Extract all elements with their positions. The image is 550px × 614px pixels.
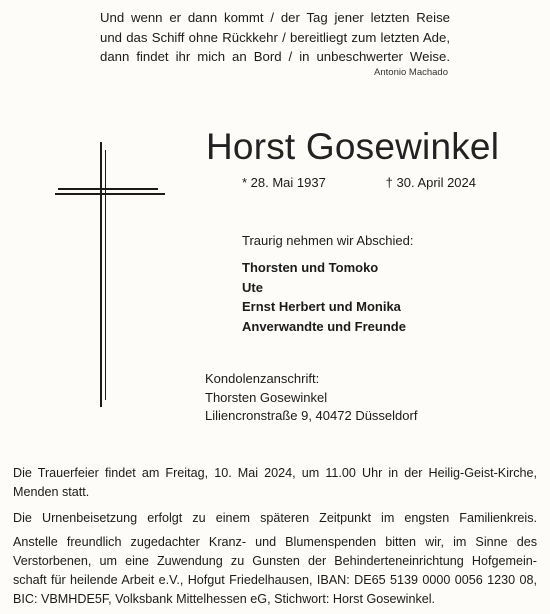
condolence-label: Kondolenzanschrift: — [205, 371, 320, 386]
mourner-name: Ernst Herbert und Monika — [242, 299, 401, 314]
paragraph-line: schaft für heilende Arbeit e.V., Hofgut Friedelhausen, IBAN: DE65 5139 0000 0056 1230 08, — [13, 573, 537, 587]
poem-line: dann findet ihr mich an Bord / in unbeschwerter Weise. — [100, 49, 450, 64]
donation-paragraph — [13, 533, 537, 609]
paragraph-line: Menden statt. — [13, 485, 90, 499]
mourner-name: Thorsten und Tomoko — [242, 260, 379, 275]
death-date: † 30. April 2024 — [385, 175, 476, 190]
paragraph-line: Anstelle freundlich zugedachter Kranz- und Blumenspenden bitten wir, im Sinne des — [13, 535, 537, 549]
paragraph-line: Die Trauerfeier findet am Freitag, 10. Mai 2024, um 11.00 Uhr in der Heilig-Geist-Kirche, — [13, 466, 537, 480]
condolence-street: Liliencronstraße 9, 40472 Düsseldorf — [205, 408, 418, 423]
mourner-name: Ute — [242, 279, 263, 295]
paragraph-line: Verstorbenen, um eine Zuwendung zu Gunsten der Behinderteneinrichtung Hofgemein- — [13, 554, 537, 568]
poem-author: Antonio Machado — [374, 67, 448, 78]
condolence-address — [205, 370, 417, 426]
poem-line: Und wenn er dann kommt / der Tag jener letzten Reise — [100, 10, 450, 25]
cross-icon — [55, 142, 165, 407]
paragraph-line: Die Urnenbeisetzung erfolgt zu einem späteren Zeitpunkt im engsten Familienkreis. — [13, 511, 537, 525]
poem — [100, 8, 450, 67]
condolence-name: Thorsten Gosewinkel — [205, 389, 328, 405]
funeral-paragraph — [13, 464, 537, 502]
paragraph-line: BIC: VBMHDE5F, Volksbank Mittelhessen eG, Stichwort: Horst Gosewinkel. — [13, 592, 436, 606]
poem-line: und das Schiff ohne Rückkehr / bereitliegt zum letzten Ade, — [100, 29, 450, 45]
birth-date: * 28. Mai 1937 — [242, 175, 326, 190]
mourners-list — [242, 258, 406, 336]
urn-paragraph — [13, 509, 537, 528]
farewell-text: Traurig nehmen wir Abschied: — [242, 233, 414, 248]
mourner-name: Anverwandte und Freunde — [242, 318, 406, 334]
deceased-name: Horst Gosewinkel — [206, 126, 500, 167]
